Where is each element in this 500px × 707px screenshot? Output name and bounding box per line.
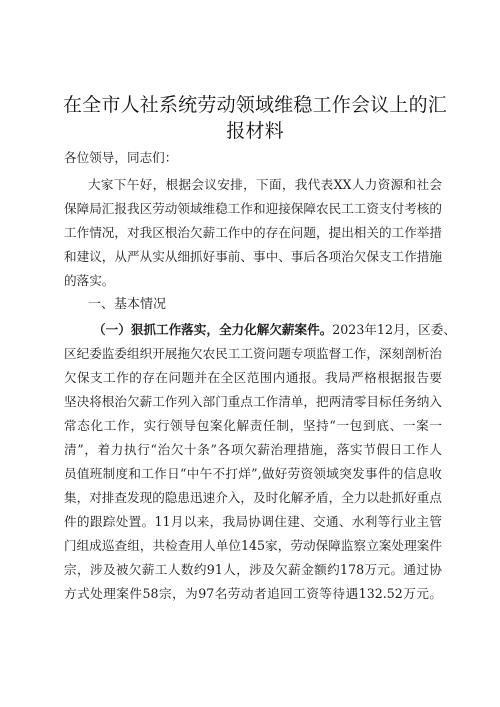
item1-line-1: 区纪委监委组织开展拖欠农民工工资问题专项监督工作，深刻剖析治 — [64, 346, 442, 361]
item1-line-2: 欠保支工作的存在问题并在全区范围内通报。我局严格根据报告要 — [64, 370, 442, 385]
document-title-line-2: 报材料 — [226, 120, 284, 142]
greeting: 各位领导，同志们： — [64, 150, 178, 165]
item1-line-4: 常态化工作，实行领导包案化解责任制，坚持“一包到底、一案一 — [64, 418, 442, 433]
item1-line-9: 门组成巡查组，共检查用人单位145家，劳动保障监察立案处理案件 — [64, 538, 442, 553]
document-title-line-1: 在全市人社系统劳动领域维稳工作会议上的汇 — [62, 94, 447, 116]
intro-line-2: 保障局汇报我区劳动领域维稳工作和迎接保障农民工工资支付考核的 — [64, 201, 442, 216]
item1-line-3: 坚决将根治欠薪工作列入部门重点工作清单，把两清零目标任务纳入 — [64, 394, 442, 409]
intro-line-4: 和建议，从严从实从细抓好事前、事中、事后各项治欠保支工作措施 — [64, 249, 442, 264]
section-heading: 一、基本情况 — [88, 297, 167, 312]
item1-line-5: 清”，着力执行“治欠十条”各项欠薪治理措施，落实节假日工作人 — [64, 442, 442, 457]
item1-line-8: 件的跟踪处置。11月以来，我局协调住建、交通、水利等行业主管 — [64, 514, 442, 529]
intro-line-3: 工作情况，对我区根治欠薪工作中的存在问题，提出相关的工作举措 — [64, 225, 442, 240]
item1-bold-heading: （一）狠抓工作落实，全力化解欠薪案件。 — [93, 322, 333, 337]
item1-line-10: 宗，涉及被欠薪工人数约91人，涉及欠薪金额约178万元。通过协 — [64, 562, 442, 577]
item1-first-rest: 2023年12月，区委、 — [332, 322, 456, 337]
item1-line-11: 方式处理案件58宗，为97名劳动者追回工资等待遇132.52万元。 — [64, 586, 442, 601]
item1-first-line — [93, 322, 456, 338]
intro-line-1: 大家下午好，根据会议安排，下面，我代表XX人力资源和社会 — [88, 177, 442, 192]
item1-line-7: 集，对排查发现的隐患迅速介入，及时化解矛盾，全力以赴抓好重点 — [64, 490, 442, 505]
intro-line-5: 的落实。 — [64, 273, 115, 288]
item1-line-6: 员值班制度和工作日“中午不打烊”,做好劳资领域突发事件的信息收 — [64, 466, 442, 481]
